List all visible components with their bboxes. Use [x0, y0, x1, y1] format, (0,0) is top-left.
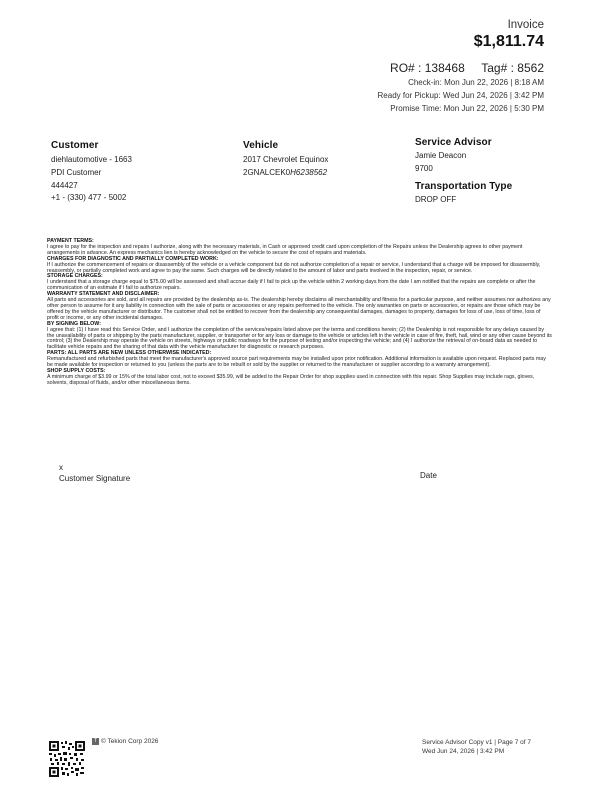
terms-section: [47, 239, 552, 257]
promise-time: Promise Time: Mon Jun 22, 2026 | 5:30 PM: [390, 104, 544, 113]
terms-section: [47, 369, 552, 387]
terms-body: If I authorize the commencement of repairs or disassembly of the vehicle or a vehicle component but do not authorize completion of a repair or service, I understand that a charge will be imposed for disassembly, reassembly, or partially completed work and agree to pay the same. Such charges will be directly related to the amount of labor and parts involved in the inspection, repair, or service.: [47, 261, 541, 274]
advisor-name: Jamie Deacon: [415, 151, 467, 160]
advisor-section: [415, 137, 565, 206]
ready-pickup-time: Ready for Pickup: Wed Jun 24, 2026 | 3:42 PM: [377, 91, 544, 100]
terms-section: [47, 322, 552, 352]
checkin-time: Check-in: Mon Jun 22, 2026 | 8:18 AM: [408, 78, 544, 87]
customer-name: diehlautomotive - 1663: [51, 155, 132, 164]
transport-title: Transportation Type: [415, 180, 513, 192]
tekion-logo-icon: T: [93, 738, 98, 744]
tag-label: Tag# :: [481, 61, 514, 75]
customer-type: PDI Customer: [51, 167, 102, 177]
ro-label: RO# :: [390, 61, 422, 75]
copyright-text: © Tekion Corp 2026: [101, 738, 159, 746]
terms-body: I agree to pay for the inspection and repairs I authorize, along with the necessary materials, in Cash or approved credit card upon completion of the Repairs unless the Dealership agrees to other payment arrangements in advance. An express mechanics lien is hereby acknowledged on the vehicle to secure the cost of repairs and materials.: [47, 243, 523, 256]
terms-heading: WARRANTY STATEMENT AND DISCLAIMER:: [47, 291, 160, 298]
ro-number: 138468: [424, 61, 465, 75]
terms-section: [47, 257, 552, 275]
terms-heading: STORAGE CHARGES:: [47, 273, 103, 280]
transport-value: DROP OFF: [415, 194, 457, 204]
terms-heading: SHOP SUPPLY COSTS:: [47, 367, 106, 374]
tag-number: 8562: [517, 61, 544, 75]
qr-code-icon: [49, 741, 85, 777]
terms-body: Remanufactured and refurbished parts that meet the manufacturer's approved source part requirements may be installed upon prior notification. Additional information is available upon request. Replaced parts may be made available for inspection or returned to you (unless the parts are to be rebuilt or sold by the supplier or returned to the manufacturer or supplier according to a warranty arrangement).: [47, 356, 546, 369]
customer-section: [51, 140, 221, 205]
vehicle-model: 2017 Chevrolet Equinox: [243, 155, 329, 164]
copy-info: Service Advisor Copy v1 | Page 7 of 7: [422, 739, 531, 746]
customer-number: 444427: [51, 180, 78, 190]
customer-phone: +1 - (330) 477 - 5002: [51, 193, 127, 203]
signature-x-mark: x: [59, 463, 63, 472]
terms-heading: PARTS: ALL PARTS ARE NEW UNLESS OTHERWISE INDICATED:: [47, 350, 212, 357]
terms-heading: PAYMENT TERMS:: [47, 238, 94, 244]
terms-body: A minimum charge of $3.99 or 15% of the total labor cost, not to exceed $35.99, will be added to the Repair Order for shop supplies used in connection with this repair. Shop Supplies may include rags, gloves, solvents, disposal of fluids, and/or other miscellaneous items.: [47, 373, 535, 386]
terms-heading: BY SIGNING BELOW:: [47, 320, 101, 327]
vin-prefix: 2GNALCEK0: [243, 167, 291, 177]
copyright-line: [92, 738, 158, 747]
printed-timestamp: Wed Jun 24, 2026 | 3:42 PM: [422, 748, 505, 755]
customer-title: Customer: [51, 140, 99, 151]
advisor-title: Service Advisor: [415, 137, 492, 148]
terms-section: [47, 274, 552, 292]
terms-section: [47, 351, 552, 369]
date-label: Date: [420, 471, 437, 480]
terms-section: [47, 292, 552, 322]
terms-body: I agree that: (1) I have read this Service Order, and I authorize the completion of the services/repairs listed above per the terms and conditions herein; (2) the Dealership is not responsible for any delays caused by the unavailability of parts or shipping by the parts manufacturer, supplier, or transporter or for any loss or damage to the vehicle or articles left in the vehicle in case of fire, theft, hail, wind or any other cause beyond its control; (3) the Dealership may operate the vehicle on streets, highways or public roadways for the purpose of testing and/or inspecting the vehicle; and (4) I authorize the retrieval of on-board data as needed to facilitate vehicle repairs and the sharing of that data with the vehicle manufacturer for diagnostic or research purposes.: [47, 326, 552, 351]
doc-title: Invoice: [507, 19, 544, 31]
terms-body: All parts and accessories are sold, and all repairs are provided by the dealership as-is. The dealership hereby disclaims all merchantability and fitness for a particular purpose, and neither assumes nor authorizes any other person to assume for it any liability in connection with the sale of parts or accessories or any repairs performed to the vehicle. The only warranties on parts or accessories, or repairs are those which may be offered by the vehicle manufacturer or distributor. The customer shall not be entitled to recover from the dealership any consequential damages, damages to property, damages for loss of use, loss of time, loss of profit or income, or any other incidental damages.: [47, 297, 551, 321]
vin-suffix: H6238562: [290, 167, 328, 177]
terms-heading: CHARGES FOR DIAGNOSTIC AND PARTIALLY COMPLETED WORK:: [47, 255, 219, 262]
vehicle-section: [243, 140, 403, 180]
vehicle-title: Vehicle: [243, 140, 279, 151]
advisor-number: 9700: [415, 163, 433, 173]
vehicle-vin: [243, 167, 403, 180]
ro-tag-line: [390, 61, 544, 75]
customer-signature-label: Customer Signature: [59, 474, 131, 483]
invoice-total: $1,811.74: [473, 33, 544, 50]
terms-body: I understand that a storage charge equal to $75.00 will be assessed and shall accrue daily if I fail to pick up the vehicle within 2 working days from the date I am notified that the repairs are complete or after the communication of an estimate if I fail to authorize repairs.: [47, 279, 536, 292]
terms-block: [47, 239, 552, 387]
